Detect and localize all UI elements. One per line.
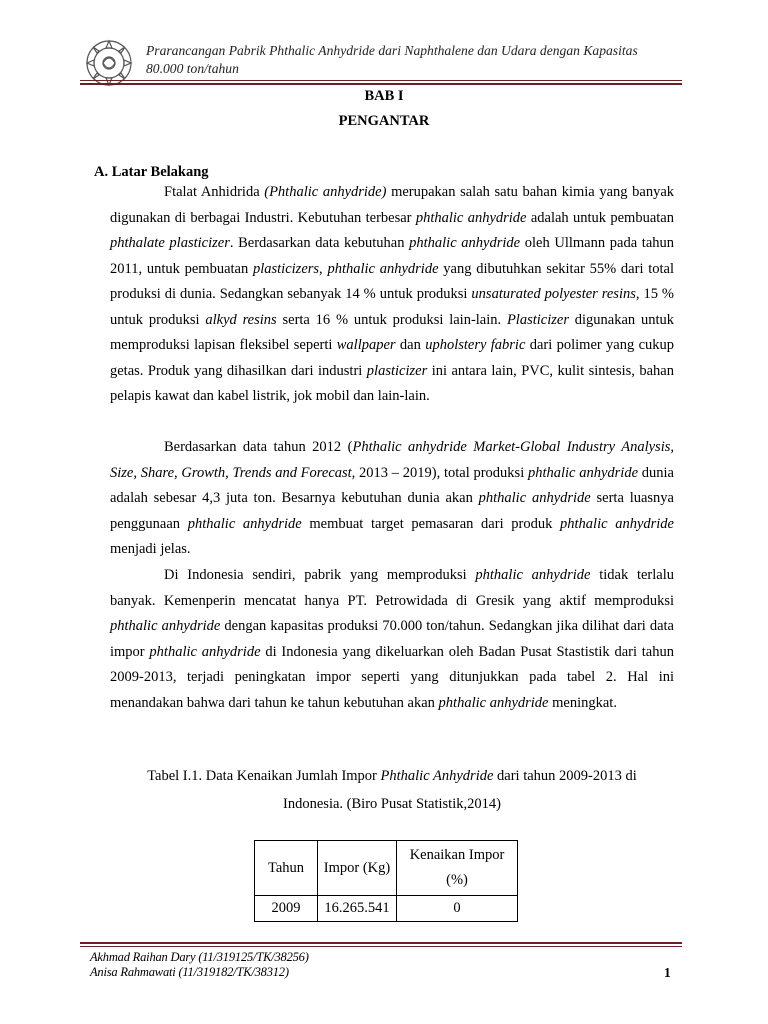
- italic-term: (Phthalic anhydride): [264, 184, 387, 200]
- section-heading: A. Latar Belakang: [94, 164, 209, 180]
- col-header-kenaikan-line1: Kenaikan Impor: [409, 847, 505, 863]
- col-header-impor: Impor (Kg): [318, 841, 397, 896]
- italic-term: unsaturated polyester resins: [471, 286, 636, 302]
- italic-term: Plasticizer: [506, 311, 569, 328]
- text-run: , 15 % untuk produksi: [110, 286, 674, 328]
- footer-rule-thick: [80, 942, 682, 944]
- text-run: merupakan salah satu bahan kimia yang banyak digunakan di berbagai Industri. Kebutuhan terbesar: [110, 184, 675, 226]
- italic-term: phthalic anhydride: [475, 567, 591, 583]
- col-header-tahun: Tahun: [255, 841, 318, 896]
- table-header-row: [255, 841, 518, 896]
- italic-term: phthalate plasticizer: [110, 235, 230, 251]
- italic-term: plasticizers: [252, 260, 320, 277]
- paragraph-2: [110, 435, 674, 563]
- cell-kenaikan: 0: [397, 896, 518, 922]
- chapter-number: BAB I: [364, 88, 404, 104]
- header-rule-thick: [80, 83, 682, 85]
- italic-term: phthalic anhydride: [409, 235, 521, 251]
- text-run: adalah untuk pembuatan: [526, 209, 674, 226]
- text-run: 2013 – 2019), total produksi: [355, 464, 528, 481]
- text-run: membuat target pemasaran dari produk: [301, 515, 561, 532]
- text-run: Berdasarkan data tahun 2012 (: [164, 439, 353, 455]
- italic-term: phthalic anhydride: [527, 464, 639, 481]
- italic-term: wallpaper: [336, 337, 396, 353]
- chapter-title: PENGANTAR: [338, 113, 430, 129]
- text-run: yang dibutuhkan sekitar 55% dari total produksi di dunia. Sedangkan sebanyak 14 % untuk produksi: [110, 260, 674, 302]
- paragraph-1: [110, 180, 674, 410]
- cell-impor: 16.265.541: [318, 896, 397, 922]
- text-run: menjadi jelas.: [110, 541, 191, 557]
- italic-term: phthalic anhydride: [187, 515, 302, 532]
- text-run: dari polimer yang cukup getas. Produk yang dihasilkan dari industri: [110, 337, 675, 379]
- header-rule-thin: [80, 80, 682, 81]
- table-caption: [110, 762, 674, 818]
- italic-term: plasticizer: [366, 362, 428, 379]
- cell-tahun: 2009: [255, 896, 318, 922]
- import-data-table: [254, 840, 518, 922]
- text-run: dan: [395, 337, 426, 353]
- header-title-line2: 80.000 ton/tahun: [146, 61, 239, 76]
- text-run: dunia adalah sebesar 4,3 juta ton. Besarnya kebutuhan dunia akan: [110, 464, 674, 506]
- italic-term: phthalic anhydride: [560, 515, 674, 532]
- italic-term: phthalic anhydride: [110, 618, 221, 634]
- footer-rule-thin: [80, 946, 682, 947]
- col-header-kenaikan-line2: (%): [446, 872, 468, 888]
- italic-term: phthalic anhydride: [478, 490, 591, 506]
- italic-term: upholstery fabric: [425, 337, 526, 353]
- text-run: serta 16 % untuk produksi lain-lain.: [276, 311, 507, 328]
- text-run: ,: [319, 260, 328, 277]
- text-run: digunakan untuk memproduksi lapisan fleksibel seperti: [110, 311, 674, 353]
- italic-term: alkyd resins: [205, 311, 277, 328]
- footer-author-1: Akhmad Raihan Dary (11/319125/TK/38256): [90, 950, 309, 964]
- italic-term: phthalic anhydride: [415, 209, 527, 226]
- caption-italic: Phthalic Anhydride: [380, 768, 494, 784]
- col-header-kenaikan: [397, 841, 518, 896]
- text-run: di Indonesia yang dikeluarkan oleh Badan Pusat Stastistik dari tahun 2009-2013, terjadi peningkatan impor seperti yang ditunjukkan pada tabel 2. Hal ini menandakan bahwa dari tahun ke tahun kebutuhan akan: [110, 643, 674, 711]
- italic-term: Phthalic anhydride Market-Global Industry Analysis, Size, Share, Growth, Trends and Forecast,: [110, 439, 674, 481]
- paragraph-3: [110, 563, 674, 716]
- text-run: tidak terlalu banyak. Kemenperin mencatat hanya PT. Petrowidada di Gresik yang aktif memproduksi: [110, 567, 674, 609]
- text-run: Di Indonesia sendiri, pabrik yang memproduksi: [164, 567, 476, 583]
- caption-suffix: dari tahun 2009-2013 di: [493, 768, 637, 784]
- text-run: ini antara lain, PVC, kulit sintesis, bahan pelapis kawat dan kabel listrik, jok mobil dan lain-lain.: [110, 362, 674, 404]
- text-run: oleh Ullmann pada tahun 2011, untuk pembuatan: [110, 235, 675, 277]
- text-run: Ftalat Anhidrida: [164, 184, 265, 200]
- text-run: dengan kapasitas produksi 70.000 ton/tahun. Sedangkan jika dilihat dari data impor: [110, 618, 674, 660]
- header-title-line1: Prarancangan Pabrik Phthalic Anhydride dari Naphthalene dan Udara dengan Kapasitas: [146, 43, 638, 58]
- text-run: serta luasnya penggunaan: [110, 490, 674, 532]
- text-run: . Berdasarkan data kebutuhan: [229, 235, 410, 251]
- italic-term: phthalic anhydride: [438, 694, 549, 711]
- footer-author-2: Anisa Rahmawati (11/319182/TK/38312): [90, 965, 289, 979]
- caption-line2: Indonesia. (Biro Pusat Statistik,2014): [283, 796, 501, 812]
- caption-prefix: Tabel I.1. Data Kenaikan Jumlah Impor: [147, 768, 381, 784]
- text-run: meningkat.: [548, 694, 617, 711]
- page-number: 1: [664, 965, 671, 980]
- italic-term: phthalic anhydride: [327, 260, 439, 277]
- table-row: [255, 896, 518, 922]
- running-header: [146, 42, 706, 78]
- footer-authors: [90, 950, 309, 980]
- italic-term: phthalic anhydride: [149, 643, 261, 660]
